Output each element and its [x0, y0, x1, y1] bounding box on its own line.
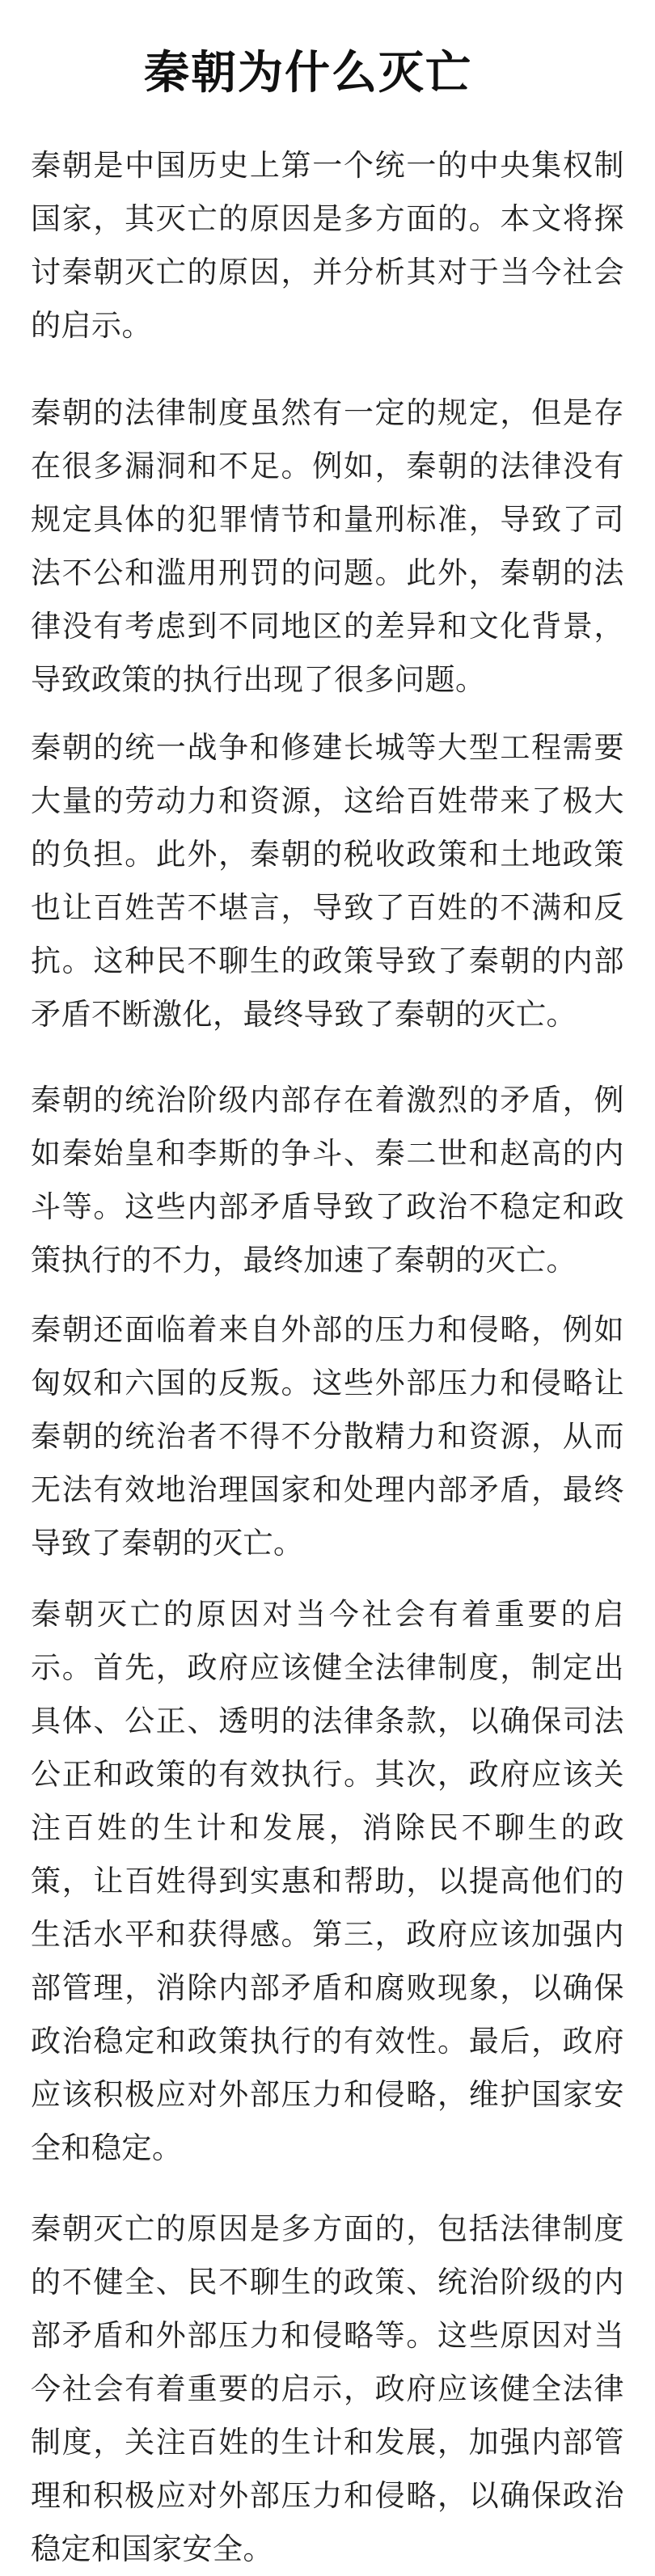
paragraph-internal-conflict: 秦朝的统治阶级内部存在着激烈的矛盾，例如秦始皇和李斯的争斗、秦二世和赵高的内斗等。这些内部矛盾导致了政治不稳定和政策执行的不力，最终加速了秦朝的灭亡。 — [31, 1083, 624, 1277]
paragraph-intro: 秦朝是中国历史上第一个统一的中央集权制国家，其灭亡的原因是多方面的。本文将探讨秦朝灭亡的原因，并分析其对于当今社会的启示。 — [31, 148, 624, 343]
article-title: 秦朝为什么灭亡 — [144, 47, 472, 99]
paragraph-burden-on-people: 秦朝的统一战争和修建长城等大型工程需要大量的劳动力和资源，这给百姓带来了极大的负担。此外，秦朝的税收政策和土地政策也让百姓苦不堪言，导致了百姓的不满和反抗。这种民不聊生的政策导致了秦朝的内部矛盾不断激化，最终导致了秦朝的灭亡。 — [31, 730, 624, 1032]
paragraph-conclusion: 秦朝灭亡的原因是多方面的，包括法律制度的不健全、民不聊生的政策、统治阶级的内部矛盾和外部压力和侵略等。这些原因对当今社会有着重要的启示，政府应该健全法律制度，关注百姓的生计和发展，加强内部管理和积极应对外部压力和侵略，以确保政治稳定和国家安全。 — [31, 2211, 624, 2566]
paragraph-lessons: 秦朝灭亡的原因对当今社会有着重要的启示。首先，政府应该健全法律制度，制定出具体、公正、透明的法律条款，以确保司法公正和政策的有效执行。其次，政府应该关注百姓的生计和发展，消除民不聊生的政策，让百姓得到实惠和帮助，以提高他们的生活水平和获得感。第三，政府应该加强内部管理，消除内部矛盾和腐败现象，以确保政治稳定和政策执行的有效性。最后，政府应该积极应对外部压力和侵略，维护国家安全和稳定。 — [31, 1597, 624, 2165]
paragraph-external-pressure: 秦朝还面临着来自外部的压力和侵略，例如匈奴和六国的反叛。这些外部压力和侵略让秦朝的统治者不得不分散精力和资源，从而无法有效地治理国家和处理内部矛盾，最终导致了秦朝的灭亡。 — [31, 1312, 624, 1560]
paragraph-legal-system: 秦朝的法律制度虽然有一定的规定，但是存在很多漏洞和不足。例如，秦朝的法律没有规定具体的犯罪情节和量刑标准，导致了司法不公和滥用刑罚的问题。此外，秦朝的法律没有考虑到不同地区的差异和文化背景，导致政策的执行出现了很多问题。 — [31, 395, 624, 697]
